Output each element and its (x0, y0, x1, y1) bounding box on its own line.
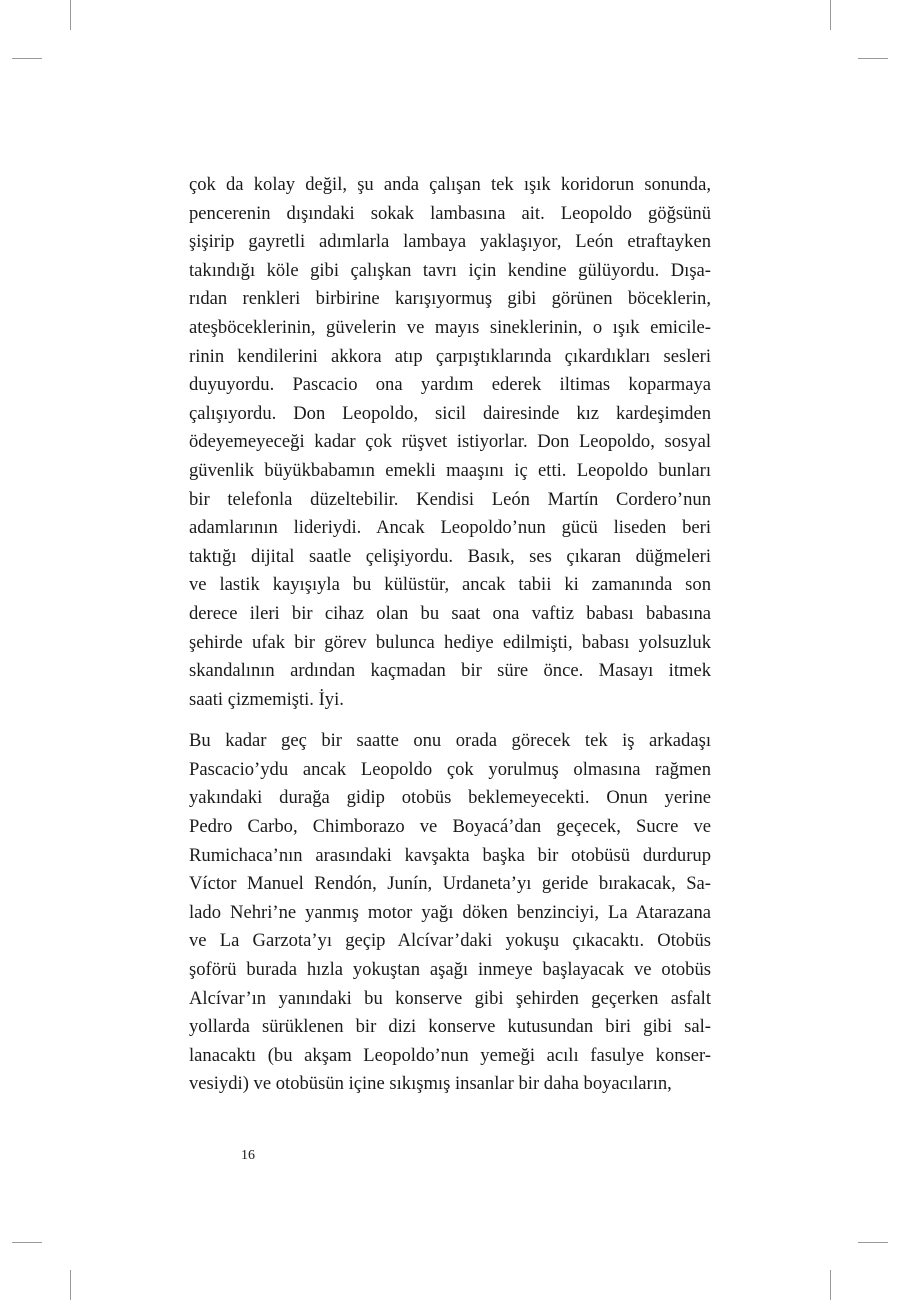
crop-mark-right-bottom (858, 1242, 888, 1243)
text-line: skandalının ardından kaçmadan bir süre önce. Masayı itmek (189, 660, 711, 682)
crop-mark-top-right (830, 0, 831, 30)
crop-mark-right-top (858, 58, 888, 59)
page-number: 16 (241, 1148, 255, 1163)
text-line: rıdan renkleri birbirine karışıyormuş gibi görünen böceklerin, (189, 288, 711, 310)
crop-mark-left-top (12, 58, 42, 59)
text-line: duyuyordu. Pascacio ona yardım ederek iltimas koparmaya (189, 374, 711, 396)
crop-mark-left-bottom (12, 1242, 42, 1243)
text-line: Bu kadar geç bir saatte onu orada görecek tek iş arkadaşı (189, 730, 711, 752)
text-line: saati çizmemişti. İyi. (189, 688, 344, 710)
text-line: güvenlik büyükbabamın emekli maaşını iç etti. Leopoldo bunları (189, 459, 711, 481)
text-line: Víctor Manuel Rendón, Junín, Urdaneta’yı geride bırakacak, Sa- (189, 873, 711, 895)
text-line: Alcívar’ın yanındaki bu konserve gibi şehirden geçerken asfalt (189, 987, 711, 1009)
text-line: taktığı dijital saatle çelişiyordu. Basık, ses çıkaran düğmeleri (189, 545, 711, 567)
text-line: vesiydi) ve otobüsün içine sıkışmış insanlar bir daha boyacıların, (189, 1073, 672, 1095)
text-line: çok da kolay değil, şu anda çalışan tek ışık koridorun sonunda, (189, 174, 711, 195)
text-line: rinin kendilerini akkora atıp çarpıştıklarında çıkardıkları sesleri (189, 345, 711, 367)
text-line: ve lastik kayışıyla bu külüstür, ancak tabii ki zamanında son (189, 574, 711, 596)
text-line: takındığı köle gibi çalışkan tavrı için kendine gülüyordu. Dışa- (189, 259, 711, 281)
text-line: ve La Garzota’yı geçip Alcívar’daki yokuşu çıkacaktı. Otobüs (189, 930, 711, 952)
text-line: derece ileri bir cihaz olan bu saat ona vaftiz babası babasına (189, 602, 711, 624)
text-line: pencerenin dışındaki sokak lambasına ait. Leopoldo göğsünü (189, 202, 711, 224)
text-line: Pedro Carbo, Chimborazo ve Boyacá’dan geçecek, Sucre ve (189, 816, 711, 838)
text-line: lado Nehri’ne yanmış motor yağı döken benzinciyi, La Atarazana (189, 901, 711, 923)
body-text (189, 171, 711, 1099)
text-line: ödeyemeyeceği kadar çok rüşvet istiyorlar. Don Leopoldo, sosyal (189, 431, 711, 453)
text-line: Pascacio’ydu ancak Leopoldo çok yorulmuş olmasına rağmen (189, 758, 711, 780)
paragraph-1 (189, 171, 711, 714)
text-line: adamlarının lideriydi. Ancak Leopoldo’nun gücü liseden beri (189, 517, 711, 539)
text-line: şişirip gayretli adımlarla lambaya yaklaşıyor, León etraftayken (189, 231, 711, 253)
text-line: yollarda sürüklenen bir dizi konserve kutusundan biri gibi sal- (189, 1016, 711, 1038)
crop-mark-bottom-left (70, 1270, 71, 1300)
text-line: şoförü burada hızla yokuştan aşağı inmeye başlayacak ve otobüs (189, 959, 711, 981)
crop-mark-top-left (70, 0, 71, 30)
text-line: yakındaki durağa gidip otobüs beklemeyecekti. Onun yerine (189, 787, 711, 809)
crop-mark-bottom-right (830, 1270, 831, 1300)
paragraph-2 (189, 727, 711, 1099)
text-line: bir telefonla düzeltebilir. Kendisi León Martín Cordero’nun (189, 488, 711, 510)
text-line: şehirde ufak bir görev bulunca hediye edilmişti, babası yolsuzluk (189, 631, 711, 653)
text-line: lanacaktı (bu akşam Leopoldo’nun yemeği acılı fasulye konser- (189, 1044, 711, 1066)
text-line: ateşböceklerinin, güvelerin ve mayıs sineklerinin, o ışık emicile- (189, 316, 711, 338)
text-line: çalışıyordu. Don Leopoldo, sicil dairesinde kız kardeşimden (189, 402, 711, 424)
text-line: Rumichaca’nın arasındaki kavşakta başka bir otobüsü durdurup (189, 844, 711, 866)
